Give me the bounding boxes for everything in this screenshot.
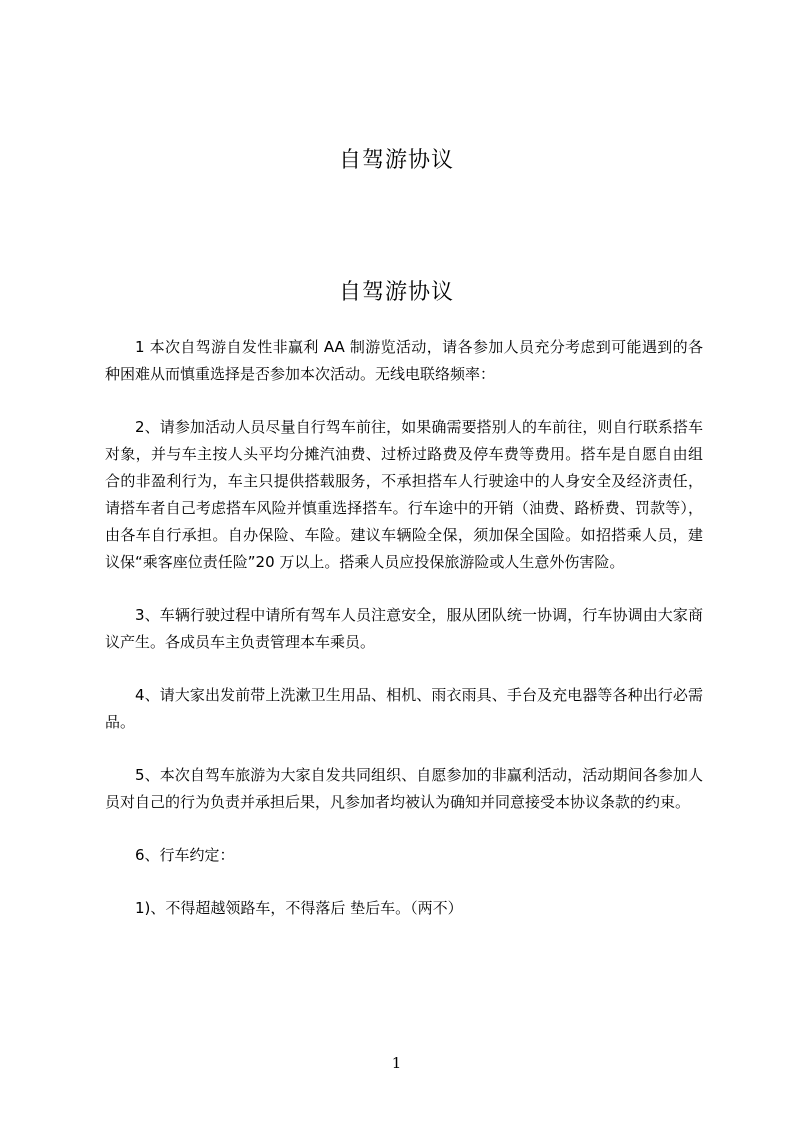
clause-4: 4、请大家出发前带上洗漱卫生用品、相机、雨衣雨具、手台及充电器等各种出行必需品。 <box>105 686 703 731</box>
clause-2: 2、请参加活动人员尽量自行驾车前往，如果确需要搭别人的车前往，则自行联系搭车对象，并与车主按人头平均分摊汽油费、过桥过路费及停车费等费用。搭车是自愿自由组合的非盈利行为，车主只提供搭载服务，不承担搭车人行驶途中的人身安全及经济责任，请搭车者自己考虑搭车风险并慎重选择搭车。行车途中的开销（油费、路桥费、罚款等），由各车自行承担。自办保险、车险。建议车辆险全保，须加保全国险。如招搭乘人员，建议保“乘客座位责任险”20 万以上。搭乘人员应投保旅游险或人生意外伤害险。 <box>105 418 703 571</box>
clause-1: 1 本次自驾游自发性非赢利 AA 制游览活动，请各参加人员充分考虑到可能遇到的各种困难从而慎重选择是否参加本次活动。无线电联络频率： <box>105 338 703 383</box>
clause-3: 3、车辆行驶过程中请所有驾车人员注意安全，服从团队统一协调，行车协调由大家商议产生。各成员车主负责管理本车乘员。 <box>105 606 703 651</box>
agreement-body <box>105 334 703 922</box>
clause-5: 5、本次自驾车旅游为大家自发共同组织、自愿参加的非赢利活动，活动期间各参加人员对自己的行为负责并承担后果，凡参加者均被认为确知并同意接受本协议条款的约束。 <box>105 766 703 811</box>
clause-6-item-1: 1)、不得超越领路车，不得落后 垫后车。（两不） <box>135 899 463 917</box>
agreement-heading: 自驾游协议 <box>338 280 454 305</box>
page-number: 1 <box>391 1054 402 1072</box>
clause-6: 6、行车约定： <box>135 846 235 864</box>
document-title: 自驾游协议 <box>338 148 454 173</box>
